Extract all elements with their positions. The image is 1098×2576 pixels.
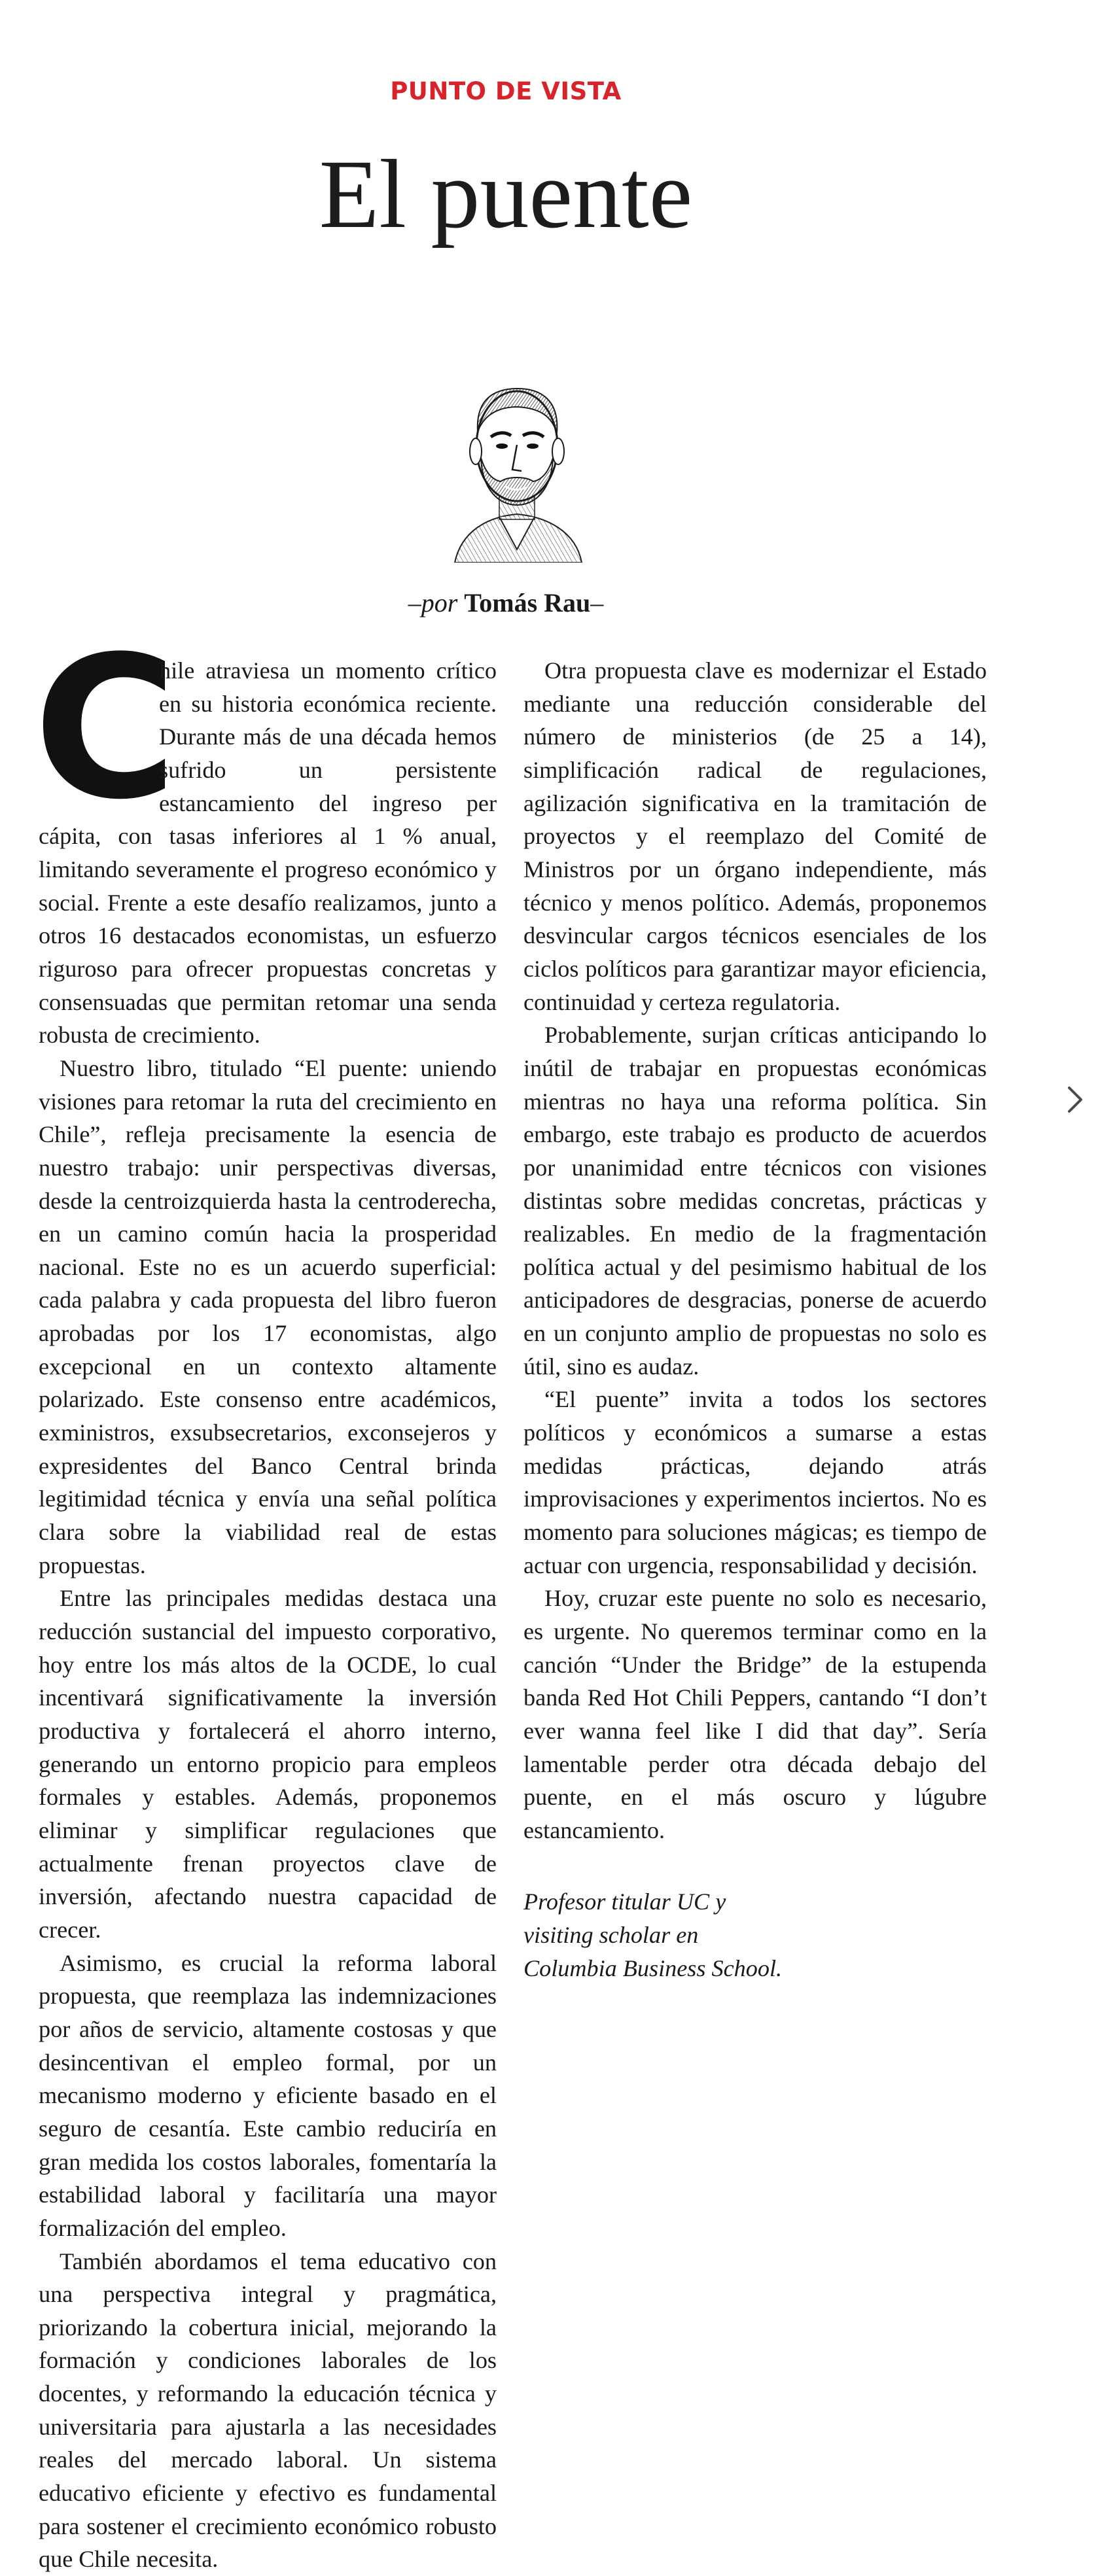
- author-signature: [523, 1885, 987, 1985]
- drop-cap: C: [33, 652, 155, 806]
- byline: [0, 587, 1012, 618]
- chevron-right-icon: [1067, 1085, 1084, 1114]
- headline: El puente: [0, 139, 1012, 250]
- author-portrait: [442, 360, 592, 563]
- signature-line: Columbia Business School.: [523, 1955, 782, 1981]
- article-paragraph: Asimismo, es crucial la reforma laboral propuesta, que reemplaza las indemnizaciones por años de servicio, altamente costosas y que desincentivan el empleo formal, por un mecanismo moderno y eficiente basado en el seguro de cesantía. Este cambio reduciría en gran medida los costos laborales, fomentaría la estabilidad laboral y facilitaría una mayor formalización del empleo.: [39, 1947, 497, 2245]
- byline-suffix: –: [590, 588, 603, 618]
- signature-line: Profesor titular UC y: [523, 1888, 726, 1915]
- article-column-right: [523, 654, 987, 1985]
- article-paragraph: [39, 654, 497, 1052]
- article-paragraph: Probablemente, surjan críticas anticipando lo inútil de trabajar en propuestas económicas mientras no haya una reforma política. Sin embargo, este trabajo es producto de acuerdos por unanimidad entre técnicos con visiones distintas sobre medidas concretas, prácticas y realizables. En medio de la fragmentación política actual y del pesimismo habitual de los anticipadores de desgracias, ponerse de acuerdo en un conjunto amplio de propuestas no solo es útil, sino es audaz.: [523, 1018, 987, 1383]
- section-label: PUNTO DE VISTA: [0, 77, 1012, 105]
- byline-author: Tomás Rau: [464, 588, 590, 618]
- article-paragraph: Otra propuesta clave es modernizar el Estado mediante una reducción considerable del número de ministerios (de 25 a 14), simplificación radical de regulaciones, agilización significativa en la tramitación de proyectos y el reemplazo del Comité de Ministros por un órgano independiente, más técnico y menos político. Además, proponemos desvincular cargos técnicos esenciales de los ciclos políticos para garantizar mayor eficiencia, continuidad y certeza regulatoria.: [523, 654, 987, 1018]
- next-page-button[interactable]: [1059, 1083, 1091, 1116]
- article-paragraph: Hoy, cruzar este puente no solo es necesario, es urgente. No queremos terminar como en la canción “Under the Bridge” de la estupenda banda Red Hot Chili Peppers, cantando “I don’t ever wanna feel like I did that day”. Sería lamentable perder otra década debajo del puente, en el más oscuro y lúgubre estancamiento.: [523, 1582, 987, 1847]
- byline-prefix: –por: [408, 588, 458, 618]
- article-paragraph: También abordamos el tema educativo con una perspectiva integral y pragmática, priorizando la cobertura inicial, mejorando la formación y condiciones laborales de los docentes, y reformando la educación técnica y universitaria para ajustarla a las necesidades reales del mercado laboral. Un sistema educativo eficiente y efectivo es fundamental para sostener el crecimiento económico robusto que Chile necesita.: [39, 2245, 497, 2576]
- article-paragraph: “El puente” invita a todos los sectores políticos y económicos a sumarse a estas medidas prácticas, dejando atrás improvisaciones y experimentos inciertos. No es momento para soluciones mágicas; es tiempo de actuar con urgencia, responsabilidad y decisión.: [523, 1383, 987, 1582]
- signature-line: visiting scholar en: [523, 1922, 698, 1948]
- portrait-illustration: [442, 360, 592, 563]
- article-column-left: [39, 654, 497, 2576]
- article-paragraph: Nuestro libro, titulado “El puente: uniendo visiones para retomar la ruta del crecimiento en Chile”, refleja precisamente la esencia de nuestro trabajo: unir perspectivas diversas, desde la centroizquierda hasta la centroderecha, en un camino común hacia la prosperidad nacional. Este no es un acuerdo superficial: cada palabra y cada propuesta del libro fueron aprobadas por los 17 economistas, algo excepcional en un contexto altamente polarizado. Este consenso entre académicos, exministros, exsubsecretarios, exconsejeros y expresidentes del Banco Central brinda legitimidad técnica y envía una señal política clara sobre la viabilidad real de estas propuestas.: [39, 1052, 497, 1582]
- article-paragraph: Entre las principales medidas destaca una reducción sustancial del impuesto corporativo, hoy entre los más altos de la OCDE, lo cual incentivará significativamente la inversión productiva y fortalecerá el ahorro interno, generando un entorno propicio para empleos formales y estables. Además, proponemos eliminar y simplificar regulaciones que actualmente frenan proyectos clave de inversión, afectando nuestra capacidad de crecer.: [39, 1582, 497, 1946]
- paragraph-text: hile atraviesa un momento crítico en su historia económica reciente. Durante más de una década hemos sufrido un persistente estancamiento del ingreso per cápita, con tasas inferiores al 1 % anual, limitando severamente el progreso económico y social. Frente a este desafío realizamos, junto a otros 16 destacados economistas, un esfuerzo riguroso para ofrecer propuestas concretas y consensuadas que permitan retomar una senda robusta de crecimiento.: [39, 657, 497, 1048]
